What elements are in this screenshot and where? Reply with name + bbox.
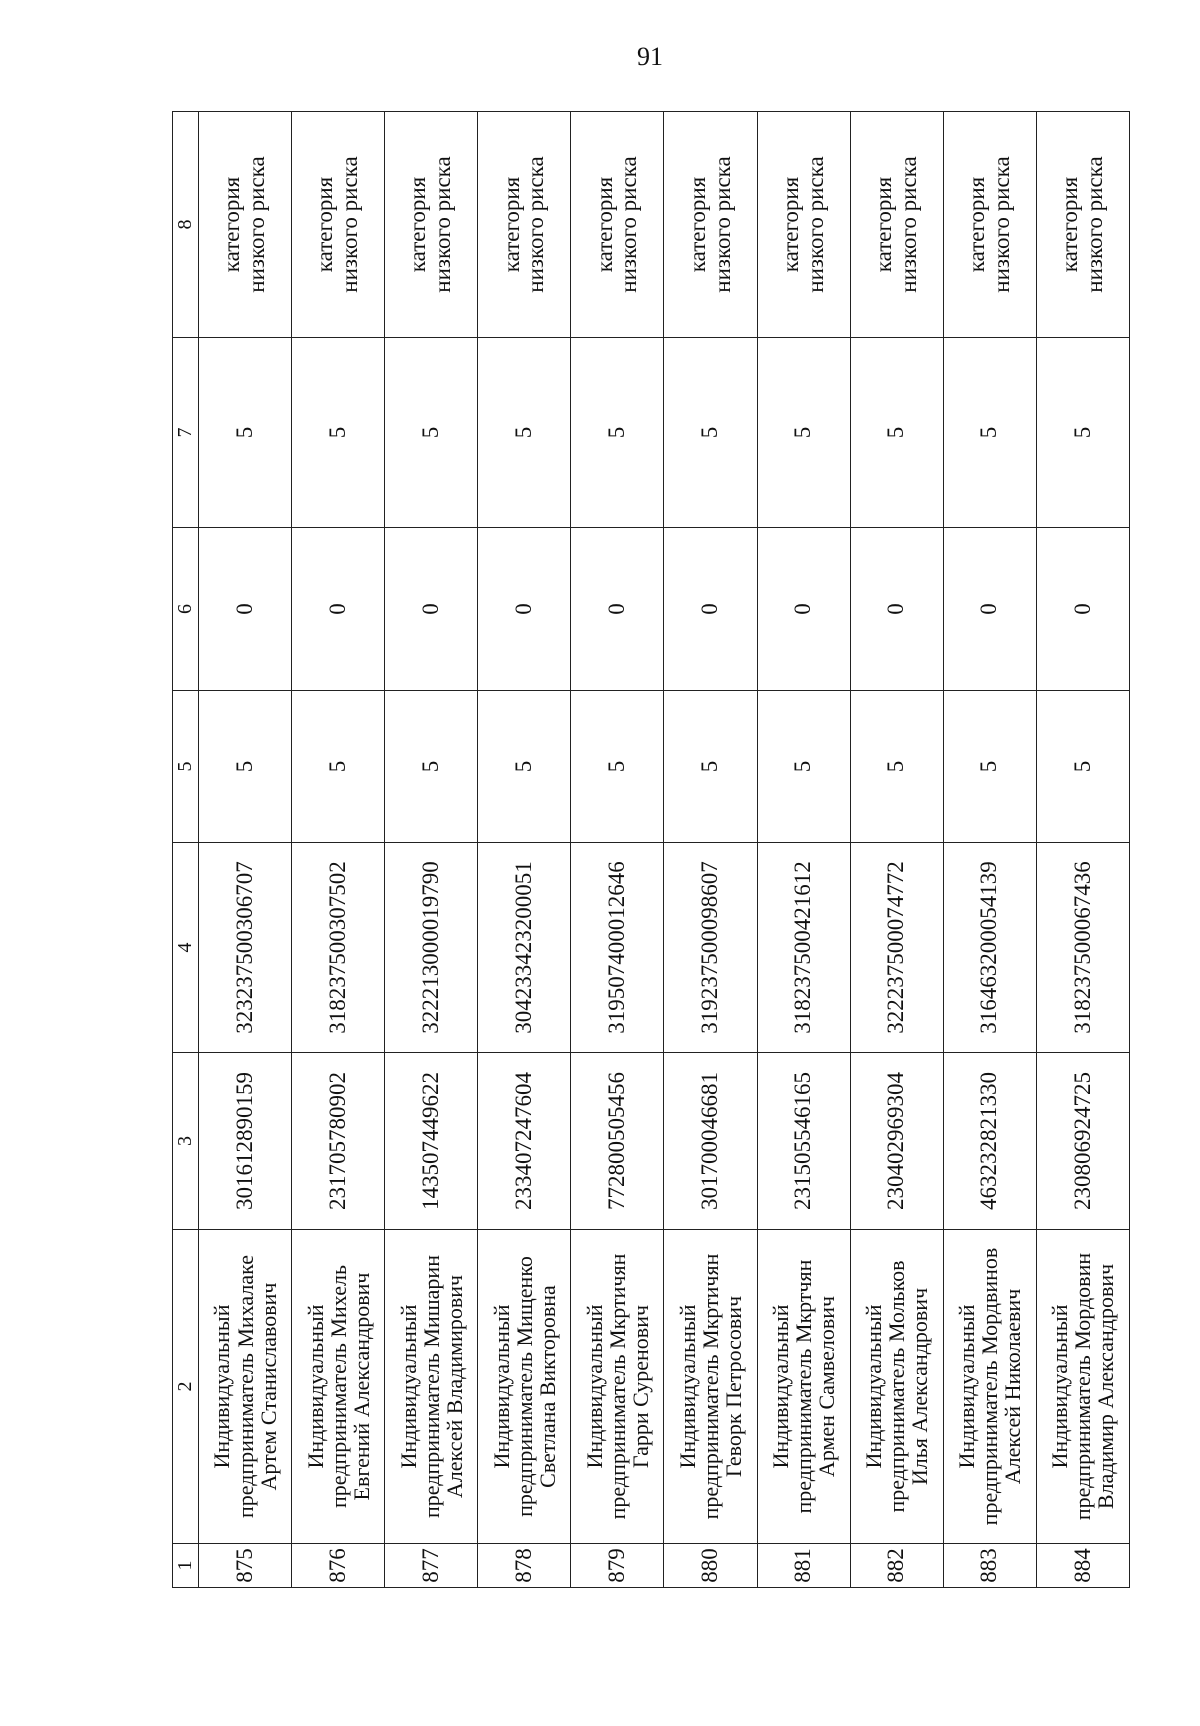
col6-value-cell: 0 [664,528,757,691]
col6-value-cell: 0 [199,528,292,691]
col-header-2: 2 [173,1230,199,1544]
col-header-1: 1 [173,1544,199,1588]
entrepreneur-name-line: Илья Александрович [907,1287,933,1486]
entrepreneur-name-cell [571,1230,664,1544]
entrepreneur-name-cell [199,1230,292,1544]
entrepreneur-name-line: Индивидуальный [395,1304,421,1469]
ogrnip-value-cell: 316463200054139 [943,843,1036,1053]
entrepreneur-name-line: Индивидуальный [581,1304,607,1469]
risk-category-line: категория [684,176,710,273]
risk-category-line: категория [1057,176,1083,273]
risk-category-line: категория [963,176,989,273]
entrepreneur-name-line: Геворк Петросович [721,1295,747,1478]
ogrnip-value-cell: 319237500098607 [664,843,757,1053]
risk-category-table [172,111,1130,1588]
entrepreneur-name-line: предприниматель Михель [325,1265,351,1508]
col5-value-cell: 5 [478,691,571,843]
entrepreneur-name-cell [850,1230,943,1544]
entrepreneur-name-line: Индивидуальный [209,1304,235,1469]
risk-category-line: низкого риска [802,156,828,293]
inn-value-cell: 772800505456 [571,1053,664,1230]
entrepreneur-name-line: Владимир Александрович [1093,1263,1119,1510]
col7-value-cell: 5 [478,338,571,528]
table-row [1036,112,1129,1588]
inn-value-cell: 231705780902 [292,1053,385,1230]
entrepreneur-name-cell [292,1230,385,1544]
col7-value-cell: 5 [292,338,385,528]
col7-value-cell: 5 [850,338,943,528]
col6-value-cell: 0 [292,528,385,691]
col5-value-cell: 5 [850,691,943,843]
risk-category-line: низкого риска [895,156,921,293]
entrepreneur-name-line: Гарри Суренович [627,1304,653,1469]
inn-value-cell: 301700046681 [664,1053,757,1230]
entrepreneur-name-cell [1036,1230,1129,1544]
risk-category-cell [292,112,385,338]
table-body [199,112,1130,1588]
risk-category-cell [385,112,478,338]
page-number: 91 [637,42,663,71]
col5-value-cell: 5 [1036,691,1129,843]
risk-category-line: низкого риска [523,156,549,293]
ogrnip-value-cell: 318237500421612 [757,843,850,1053]
table-row [385,112,478,1588]
risk-category-line: категория [777,176,803,273]
risk-category-line: низкого риска [1081,156,1107,293]
table-row [571,112,664,1588]
rotated-table-wrapper [172,112,1130,1588]
ogrnip-value-cell: 318237500067436 [1036,843,1129,1053]
inn-value-cell: 463232821330 [943,1053,1036,1230]
entrepreneur-name-cell [757,1230,850,1544]
risk-category-line: категория [312,176,338,273]
table-row [757,112,850,1588]
col7-value-cell: 5 [664,338,757,528]
entrepreneur-name-line: Индивидуальный [302,1304,328,1469]
col-header-3: 3 [173,1053,199,1230]
entrepreneur-name-line: предприниматель Мкртичян [604,1253,630,1520]
col6-value-cell: 0 [385,528,478,691]
table-header [173,112,199,1588]
entrepreneur-name-line: Армен Самвелович [814,1295,840,1478]
inn-value-cell: 230806924725 [1036,1053,1129,1230]
col6-value-cell: 0 [1036,528,1129,691]
entrepreneur-name-line: Индивидуальный [1047,1304,1073,1469]
entrepreneur-name-line: Евгений Александрович [348,1272,374,1501]
risk-category-line: низкого риска [988,156,1014,293]
risk-category-line: категория [498,176,524,273]
row-number-cell: 879 [571,1544,664,1588]
row-number-cell: 881 [757,1544,850,1588]
col5-value-cell: 5 [664,691,757,843]
entrepreneur-name-line: предприниматель Мордовин [1070,1252,1096,1521]
col5-value-cell: 5 [385,691,478,843]
col6-value-cell: 0 [571,528,664,691]
ogrnip-value-cell: 323237500306707 [199,843,292,1053]
risk-category-line: низкого риска [709,156,735,293]
entrepreneur-name-cell [478,1230,571,1544]
entrepreneur-name-line: предприниматель Мкртичян [697,1253,723,1520]
entrepreneur-name-line: Индивидуальный [954,1304,980,1469]
entrepreneur-name-line: предприниматель Михалаке [232,1254,258,1519]
table-row [199,112,292,1588]
entrepreneur-name-line: Индивидуальный [674,1304,700,1469]
col5-value-cell: 5 [571,691,664,843]
row-number-cell: 877 [385,1544,478,1588]
ogrnip-value-cell: 319507400012646 [571,843,664,1053]
row-number-cell: 882 [850,1544,943,1588]
col5-value-cell: 5 [199,691,292,843]
header-row [173,112,199,1588]
risk-category-line: категория [405,176,431,273]
entrepreneur-name-line: предприниматель Мищенко [511,1256,537,1517]
ogrnip-value-cell: 322237500074772 [850,843,943,1053]
risk-category-line: низкого риска [244,156,270,293]
inn-value-cell: 233407247604 [478,1053,571,1230]
col7-value-cell: 5 [1036,338,1129,528]
table-row [478,112,571,1588]
entrepreneur-name-cell [385,1230,478,1544]
risk-category-cell [1036,112,1129,338]
inn-value-cell: 143507449622 [385,1053,478,1230]
risk-category-cell [757,112,850,338]
col7-value-cell: 5 [199,338,292,528]
table-container [172,112,1200,1583]
risk-category-line: низкого риска [616,156,642,293]
entrepreneur-name-line: Индивидуальный [767,1304,793,1469]
entrepreneur-name-line: Индивидуальный [861,1304,887,1469]
risk-category-line: низкого риска [430,156,456,293]
risk-category-cell [478,112,571,338]
col5-value-cell: 5 [757,691,850,843]
col6-value-cell: 0 [478,528,571,691]
table-row [664,112,757,1588]
inn-value-cell: 230402969304 [850,1053,943,1230]
entrepreneur-name-cell [943,1230,1036,1544]
col5-value-cell: 5 [292,691,385,843]
col7-value-cell: 5 [943,338,1036,528]
ogrnip-value-cell: 318237500307502 [292,843,385,1053]
row-number-cell: 875 [199,1544,292,1588]
row-number-cell: 876 [292,1544,385,1588]
table-row [850,112,943,1588]
risk-category-cell [199,112,292,338]
col7-value-cell: 5 [757,338,850,528]
risk-category-cell [850,112,943,338]
entrepreneur-name-line: предприниматель Мкртчян [791,1259,817,1514]
ogrnip-value-cell: 322213000019790 [385,843,478,1053]
col6-value-cell: 0 [943,528,1036,691]
col6-value-cell: 0 [850,528,943,691]
col-header-7: 7 [173,338,199,528]
entrepreneur-name-line: Индивидуальный [488,1304,514,1469]
risk-category-cell [943,112,1036,338]
risk-category-cell [571,112,664,338]
entrepreneur-name-line: предприниматель Мордвинов [977,1247,1003,1526]
entrepreneur-name-line: предприниматель Мольков [884,1260,910,1513]
col7-value-cell: 5 [571,338,664,528]
row-number-cell: 883 [943,1544,1036,1588]
risk-category-line: категория [219,176,245,273]
col-header-6: 6 [173,528,199,691]
entrepreneur-name-line: Алексей Владимирович [441,1274,467,1499]
entrepreneur-name-line: предприниматель Мишарин [418,1255,444,1518]
ogrnip-value-cell: 304233423200051 [478,843,571,1053]
entrepreneur-name-line: Артем Станиславович [255,1282,281,1491]
entrepreneur-name-line: Алексей Николаевич [1000,1288,1026,1485]
entrepreneur-name-line: Светлана Викторовна [534,1285,560,1488]
col-header-8: 8 [173,112,199,338]
entrepreneur-name-cell [664,1230,757,1544]
risk-category-line: категория [591,176,617,273]
col7-value-cell: 5 [385,338,478,528]
risk-category-line: категория [870,176,896,273]
row-number-cell: 884 [1036,1544,1129,1588]
risk-category-line: низкого риска [337,156,363,293]
table-row [292,112,385,1588]
col-header-4: 4 [173,843,199,1053]
row-number-cell: 878 [478,1544,571,1588]
col5-value-cell: 5 [943,691,1036,843]
table-row [943,112,1036,1588]
row-number-cell: 880 [664,1544,757,1588]
inn-value-cell: 301612890159 [199,1053,292,1230]
col-header-5: 5 [173,691,199,843]
inn-value-cell: 231505546165 [757,1053,850,1230]
col6-value-cell: 0 [757,528,850,691]
risk-category-cell [664,112,757,338]
